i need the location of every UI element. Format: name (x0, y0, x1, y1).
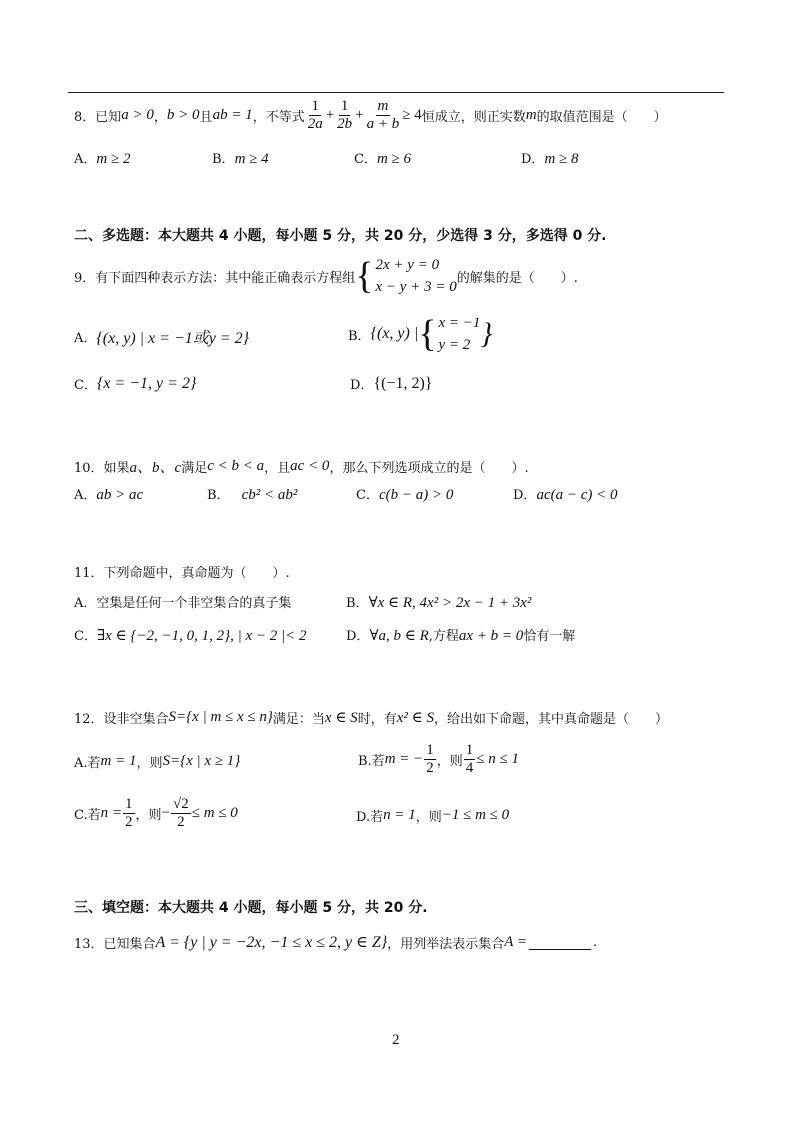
q8-ineq-lead: ，不等式 (252, 110, 305, 125)
q12-c-result-fraction: $\frac{√2}{2}$ (172, 796, 189, 830)
q11-option-a: A．空集是任何一个非空集合的真子集 (74, 596, 292, 611)
q9-system-brace: { (355, 255, 374, 297)
q9-option-d: D． {(−1, 2)} (350, 374, 433, 393)
q10-option-b: B． cb² < ab² (207, 487, 298, 503)
q8-ge4: ≥ 4 (402, 107, 422, 123)
q8-plus-1: + (325, 107, 335, 123)
q9-option-c: C． {x = −1, y = 2} (74, 374, 197, 393)
q13-stem: 13．已知集合 A = {y | y = −2x, −1 ≤ x ≤ 2, y ∈ Z} ，用列举法表示集合 A = . (74, 933, 598, 952)
q9-eq1: 2x + y = 0 (375, 257, 440, 273)
q11-option-d: D．∀a, b ∈ R,方程ax + b = 0恰有一解 (346, 628, 576, 644)
q12-option-b: B.若 m = − $\frac{1}{2}$ ，则 $\frac{1}{4}$ ≤ n ≤ 1 (358, 742, 519, 776)
q9-option-a: A． {(x, y) | x = −1或y = 2} (74, 330, 250, 347)
q9-stem (74, 254, 578, 298)
section-3-heading: 三、填空题：本大题共 4 小题，每小题 5 分，共 20 分. (74, 900, 428, 916)
header-rule (68, 92, 724, 93)
q9-system (376, 254, 457, 298)
q8-and: 且 (199, 110, 213, 125)
q9-stem-text: 9．有下面四种表示方法：其中能正确表示方程组 (74, 270, 356, 286)
q8-tail-a: 恒成立，则正实数 (421, 110, 526, 125)
q8-option-a: A．m ≥ 2 (74, 151, 131, 167)
q11-option-b: B．∀x ∈ R, 4x² > 2x − 1 + 3x² (346, 595, 532, 611)
q8-option-c: C．m ≥ 6 (354, 151, 412, 167)
q10-option-a: A．ab > ac (74, 487, 144, 503)
q13-answer-blank[interactable] (529, 935, 591, 950)
q11-option-c: C．∃x ∈ {−2, −1, 0, 1, 2}, | x − 2 |< 2 (74, 628, 307, 644)
q9-option-b: B． {(x, y) | { x = −1 y = 2 } (348, 313, 493, 355)
q8-fraction-2: $\frac{1}{2b}$ (337, 98, 353, 132)
q12-option-a: A.若 m = 1 ，则 S={x | x ≥ 1} (74, 753, 241, 771)
page-number: 2 (392, 1032, 400, 1048)
q8-tail-b: 的取值范围是（ ） (536, 110, 667, 125)
q8-option-d: D．m ≥ 8 (521, 151, 579, 167)
q9-eq2: x − y + 3 = 0 (375, 279, 457, 295)
q11-stem: 11．下列命题中，真命题为（ ）. (74, 566, 290, 581)
q8-number: 8．已知 (74, 110, 122, 125)
q12-stem: 12．设非空集合 S={x | m ≤ x ≤ n} 满足：当 x ∈ S 时，有 x² ∈ S ，给出如下命题，其中真命题是（ ） (74, 709, 668, 727)
q8-cond-b: b > 0 (166, 107, 200, 123)
q12-option-c: C.若 n = $\frac{1}{2}$ ，则 − $\frac{√2}{2}$ ≤ m ≤ 0 (74, 796, 238, 830)
q12-b-fraction: $\frac{1}{2}$ (426, 742, 434, 776)
q10-option-c: C．c(b − a) > 0 (356, 487, 454, 503)
q8-fraction-3: $\frac{m}{a + b}$ (366, 98, 400, 132)
q9-b-brace: { (418, 313, 437, 355)
q8-stem (74, 98, 667, 133)
q12-b-result-fraction: $\frac{1}{4}$ (465, 742, 474, 776)
q8-option-b: B．m ≥ 4 (212, 151, 269, 167)
q8-cond-ab: ab = 1 (212, 107, 253, 123)
section-2-heading: 二、多选题：本大题共 4 小题，每小题 5 分，共 20 分，少选得 3 分，多选得 0 分. (74, 228, 607, 244)
q10-stem: 10．如果 a、b、c 满足 c < b < a ，且 ac < 0 ，那么下列选项成立的是（ ）. (74, 458, 529, 476)
q12-option-d: D.若 n = 1 ，则 −1 ≤ m ≤ 0 (356, 807, 510, 825)
q9-tail: 的解集的是（ ）. (456, 270, 578, 286)
q12-c-fraction: $\frac{1}{2}$ (125, 796, 133, 830)
q8-fraction-1: $\frac{1}{2a}$ (307, 98, 323, 132)
q8-plus-2: + (355, 107, 364, 123)
q10-option-d: D．ac(a − c) < 0 (513, 487, 618, 503)
q8-m: m (525, 107, 537, 123)
q8-cond-a: a > 0 (121, 107, 154, 123)
q8-comma: ， (153, 110, 167, 125)
q9-b-system: x = −1 y = 2 (438, 315, 481, 353)
